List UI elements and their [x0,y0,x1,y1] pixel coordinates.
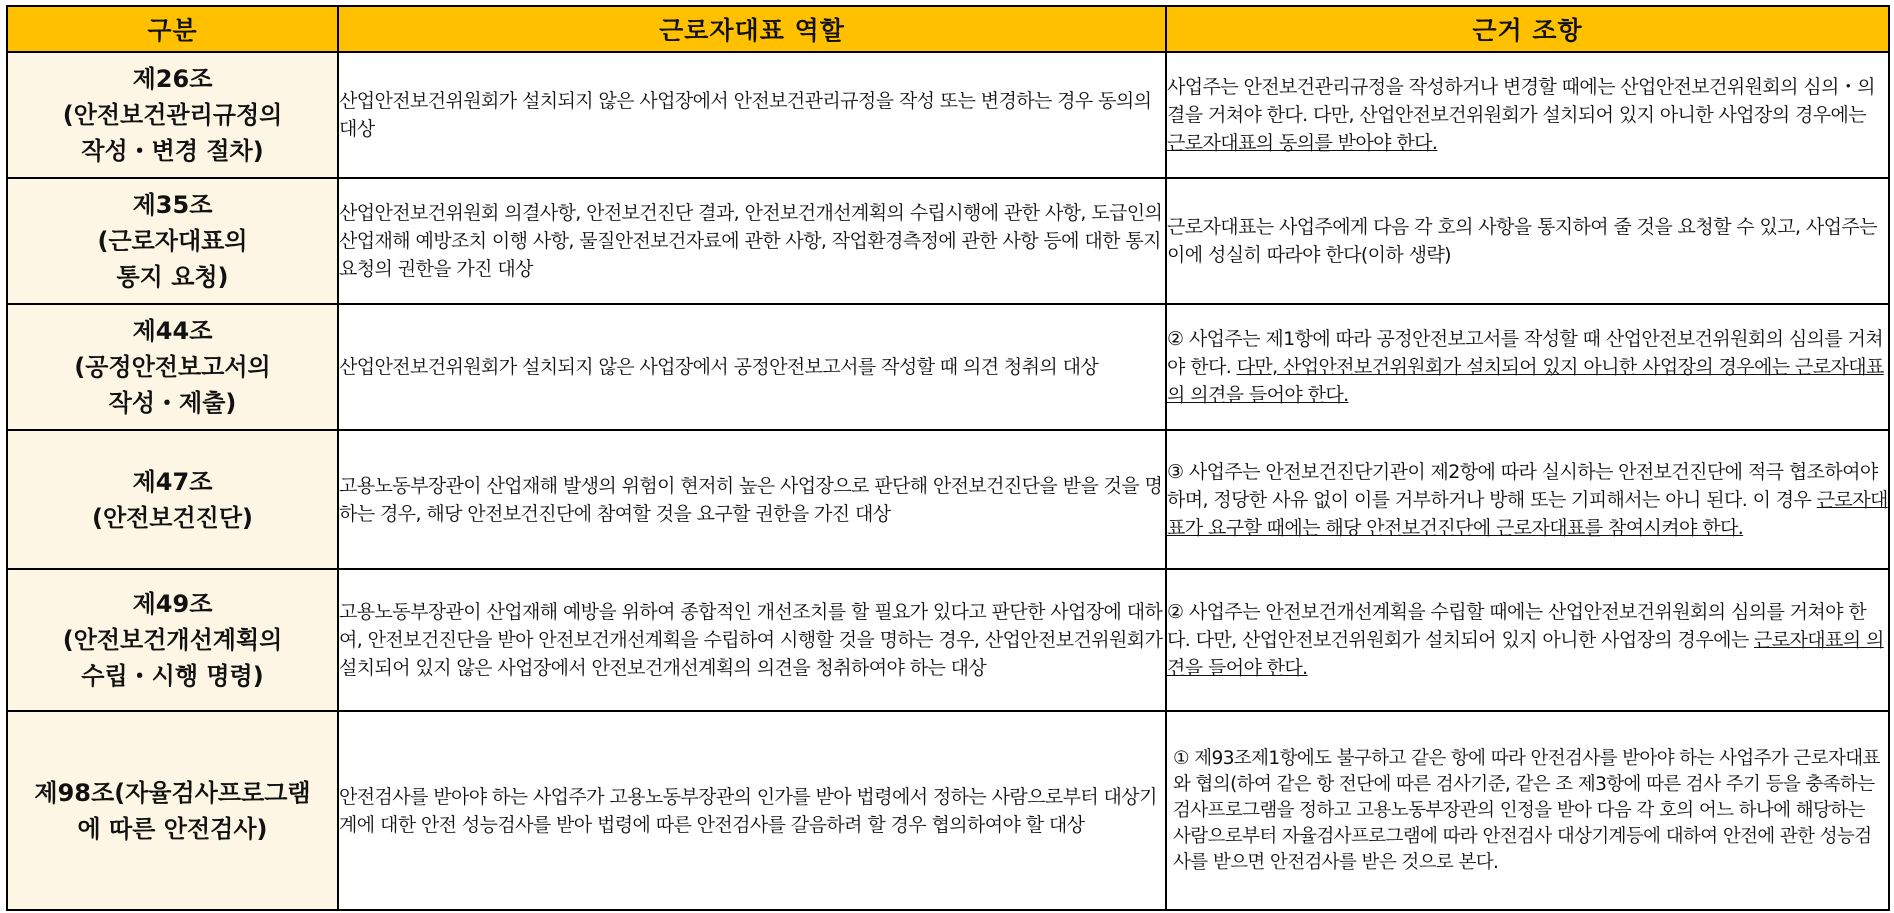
header-legal-basis: 근거 조항 [1166,6,1889,52]
header-representative-role: 근로자대표 역할 [338,6,1166,52]
basis-underlined-text: 근로자대표의 의견을 들어야 한다. [1167,629,1884,679]
article-number: 제49조 [132,590,213,618]
article-cell [7,430,338,569]
basis-underlined-text: 근로자대표가 요구할 때에는 해당 안전보건진단에 근로자대표를 참여시켜야 한다. [1167,488,1888,539]
article-title-line: 작성・변경 절차) [81,137,264,165]
article-cell [7,52,338,178]
table-row [7,711,1889,910]
article-number: 제35조 [132,191,213,219]
header-row [7,6,1889,52]
article-title-line: (안전보건진단) [91,503,254,532]
article-cell [7,304,338,430]
article-title-line: 통지 요청) [116,263,229,291]
role-cell: 고용노동부장관이 산업재해 예방을 위하여 종합적인 개선조치를 할 필요가 있다고 판단한 사업장에 대하여, 안전보건진단을 받아 안전보건개선계획을 수립하여 시행할 것을 명하는 경우, 산업안전보건위원회가 설치되어 있지 않은 사업장에서 안전보건개선계획의 의견을 청취하여야 하는 대상 [338,569,1166,711]
article-number: 제47조 [132,467,213,496]
article-number: 제98조(자율검사프로그램 [34,778,311,807]
article-cell [7,178,338,304]
role-cell: 산업안전보건위원회 의결사항, 안전보건진단 결과, 안전보건개선계획의 수립시행에 관한 사항, 도급인의 산업재해 예방조치 이행 사항, 물질안전보건자료에 관한 사항, 작업환경측정에 관한 사항 등에 대한 통지 요청의 권한을 가진 대상 [338,178,1166,304]
basis-text: ① 제93조제1항에도 불구하고 같은 항에 따라 안전검사를 받아야 하는 사업주가 근로자대표와 협의(하여 같은 항 전단에 따른 검사기준, 같은 조 제3항에 따른 검사 주기 등을 충족하는 검사프로그램을 정하고 고용노동부장관의 인정을 받아 다음 각 호의 어느 하나에 해당하는 사람으로부터 자율검사프로그램에 따라 안전검사 대상기계등에 대하여 안전에 관한 성능검사를 받으면 안전검사를 받은 것으로 본다. [1173,747,1880,873]
basis-text: ② 사업주는 제1항에 따라 공정안전보고서를 작성할 때 산업안전보건위원회의 심의를 거쳐야 한다. [1167,328,1884,378]
table-row [7,430,1889,569]
basis-underlined-text: 다만, 산업안전보건위원회가 설치되어 있지 아니한 사업장의 경우에는 근로자대표의 의견을 들어야 한다. [1167,356,1884,406]
article-title-line: (안전보건관리규정의 [62,101,283,129]
header-category: 구분 [7,6,338,52]
basis-text: ② 사업주는 안전보건개선계획을 수립할 때에는 산업안전보건위원회의 심의를 거쳐야 한다. 다만, 산업안전보건위원회가 설치되어 있지 아니한 사업장의 경우에는 [1167,601,1867,651]
basis-cell [1166,178,1889,304]
article-title-line: 에 따른 안전검사) [77,814,268,843]
basis-underlined-text: 근로자대표의 동의를 받아야 한다. [1167,132,1438,154]
article-title-line: 수립・시행 명령) [81,662,264,690]
basis-text: 사업주는 안전보건관리규정을 작성하거나 변경할 때에는 산업안전보건위원회의 심의・의결을 거쳐야 한다. 다만, 산업안전보건위원회가 설치되어 있지 아니한 사업장의 경우에는 [1167,76,1875,126]
role-cell: 산업안전보건위원회가 설치되지 않은 사업장에서 안전보건관리규정을 작성 또는 변경하는 경우 동의의 대상 [338,52,1166,178]
article-title-line: (공정안전보고서의 [74,353,271,381]
article-number: 제44조 [132,317,213,345]
basis-cell [1166,52,1889,178]
role-cell: 안전검사를 받아야 하는 사업주가 고용노동부장관의 인가를 받아 법령에서 정하는 사람으로부터 대상기계에 대한 안전 성능검사를 받아 법령에 따른 안전검사를 갈음하려 할 경우 협의하여야 할 대상 [338,711,1166,910]
table-row [7,569,1889,711]
article-cell [7,711,338,910]
basis-cell [1166,304,1889,430]
basis-text: 근로자대표는 사업주에게 다음 각 호의 사항을 통지하여 줄 것을 요청할 수 있고, 사업주는 이에 성실히 따라야 한다(이하 생략) [1167,216,1877,266]
table-row [7,178,1889,304]
basis-cell [1166,569,1889,711]
article-title-line: (안전보건개선계획의 [62,626,283,654]
basis-text: ③ 사업주는 안전보건진단기관이 제2항에 따라 실시하는 안전보건진단에 적극 협조하여야 하며, 정당한 사유 없이 이를 거부하거나 방해 또는 기피해서는 아니 된다. 이 경우 [1167,460,1878,511]
basis-cell [1166,430,1889,569]
role-cell: 고용노동부장관이 산업재해 발생의 위험이 현저히 높은 사업장으로 판단해 안전보건진단을 받을 것을 명하는 경우, 해당 안전보건진단에 참여할 것을 요구할 권한을 가진 대상 [338,430,1166,569]
role-cell: 산업안전보건위원회가 설치되지 않은 사업장에서 공정안전보고서를 작성할 때 의견 청취의 대상 [338,304,1166,430]
table-row [7,52,1889,178]
article-number: 제26조 [132,65,213,93]
basis-cell [1166,711,1889,910]
article-cell [7,569,338,711]
provisions-table [6,5,1890,911]
article-title-line: 작성・제출) [108,389,237,417]
table-row [7,304,1889,430]
article-title-line: (근로자대표의 [97,227,248,255]
